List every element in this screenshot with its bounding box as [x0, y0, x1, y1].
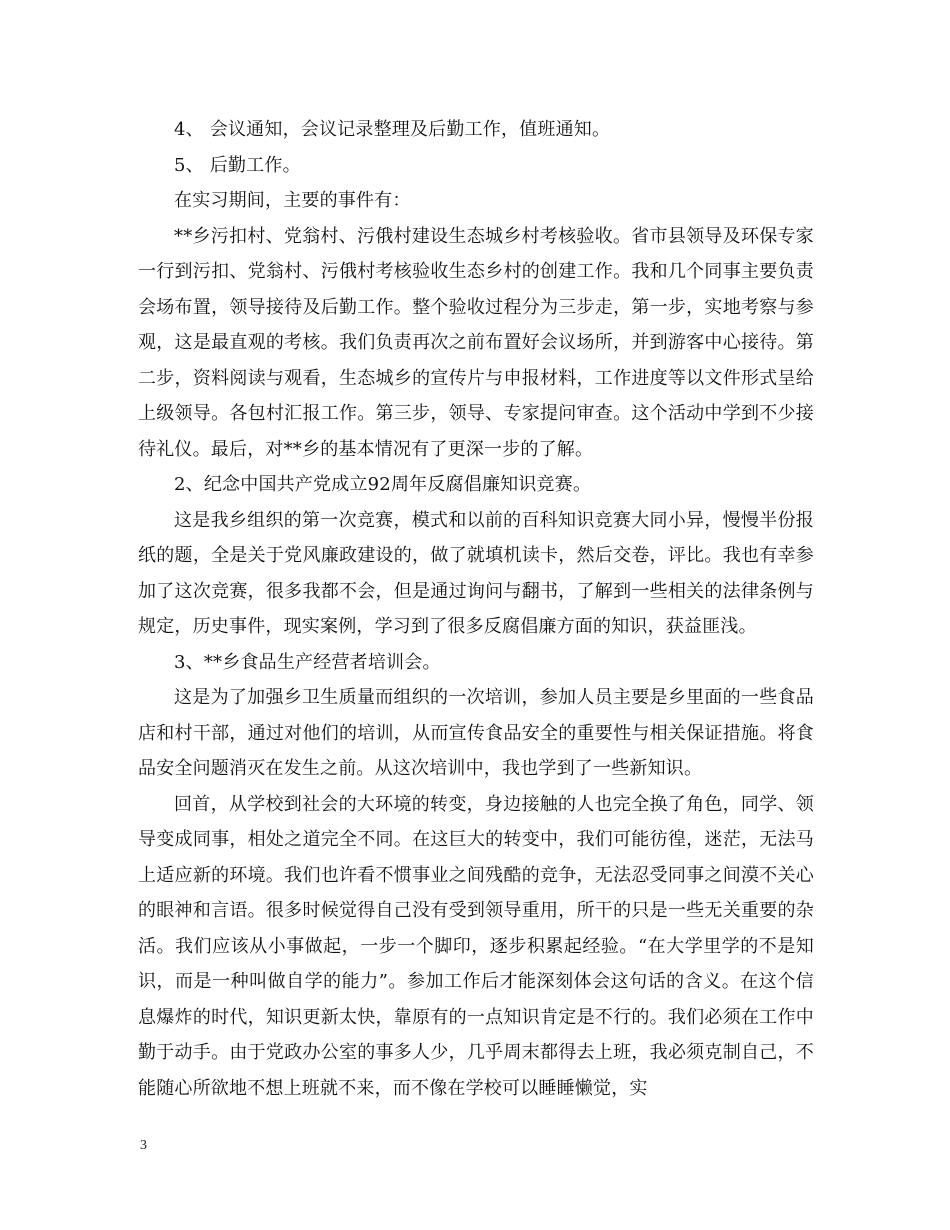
paragraph-eco-village-inspection: **乡污扣村、党翁村、污俄村建设生态城乡村考核验收。省市县领导及环保专家一行到污扣、党翁村、污俄村考核验收生态乡村的创建工作。我和几个同事主要负责会场布置，领导接待及后勤工作。整个验收过程分为三步走，第一步，实地考察与参观，这是最直观的考核。我们负责再次之前布置好会议场所，并到游客中心接待。第二步，资料阅读与观看，生态城乡的宣传片与申报材料，工作进度等以文件形式呈给上级领导。各包村汇报工作。第三步，领导、专家提问审查。这个活动中学到不少接待礼仪。最后，对**乡的基本情况有了更深一步的了解。: [138, 225, 814, 460]
document-body: [138, 112, 814, 1106]
internship-events-intro: 在实习期间，主要的事件有：: [174, 190, 411, 211]
list-item-food-training: 3、**乡食品生产经营者培训会。: [174, 651, 441, 673]
paragraph-training-description: 这是为了加强乡卫生质量而组织的一次培训，参加人员主要是乡里面的一些食品店和村干部，通过对他们的培训，从而宣传食品安全的重要性与相关保证措施。将食品安全问题消灭在发生之前。从这次培训中，我也学到了一些新知识。: [138, 687, 814, 779]
page-number: 3: [140, 1138, 147, 1153]
paragraph-reflection: 回首，从学校到社会的大环境的转变，身边接触的人也完全换了角色，同学、领导变成同事，相处之道完全不同。在这巨大的转变中，我们可能彷徨，迷茫，无法马上适应新的环境。我们也许看不惯事业之间残酷的竞争，无法忍受同事之间漠不关心的眼神和言语。很多时候觉得自己没有受到领导重用，所干的只是一些无关重要的杂活。我们应该从小事做起，一步一个脚印，逐步积累起经验。“在大学里学的不是知识，而是一种叫做自学的能力”。参加工作后才能深刻体会这句话的含义。在这个信息爆炸的时代，知识更新太快，靠原有的一点知识肯定是不行的。我们必须在工作中勤于动手。由于党政办公室的事多人少，几乎周末都得去上班，我必须克制自己，不能随心所欲地不想上班就不来，而不像在学校可以睡睡懒觉，实: [138, 793, 814, 1099]
list-item-knowledge-contest: 2、纪念中国共产党成立92周年反腐倡廉知识竞赛。: [174, 474, 592, 495]
paragraph-contest-description: 这是我乡组织的第一次竞赛，模式和以前的百科知识竞赛大同小异，慢慢半份报纸的题，全是关于党风廉政建设的，做了就填机读卡，然后交卷，评比。我也有幸参加了这次竞赛，很多我都不会，但是通过询问与翻书，了解到一些相关的法律条例与规定，历史事件，现实案例，学习到了很多反腐倡廉方面的知识，获益匪浅。: [138, 509, 814, 637]
list-item-4: 4、 会议通知，会议记录整理及后勤工作，值班通知。: [174, 119, 611, 140]
list-item-5: 5、 后勤工作。: [174, 154, 301, 176]
